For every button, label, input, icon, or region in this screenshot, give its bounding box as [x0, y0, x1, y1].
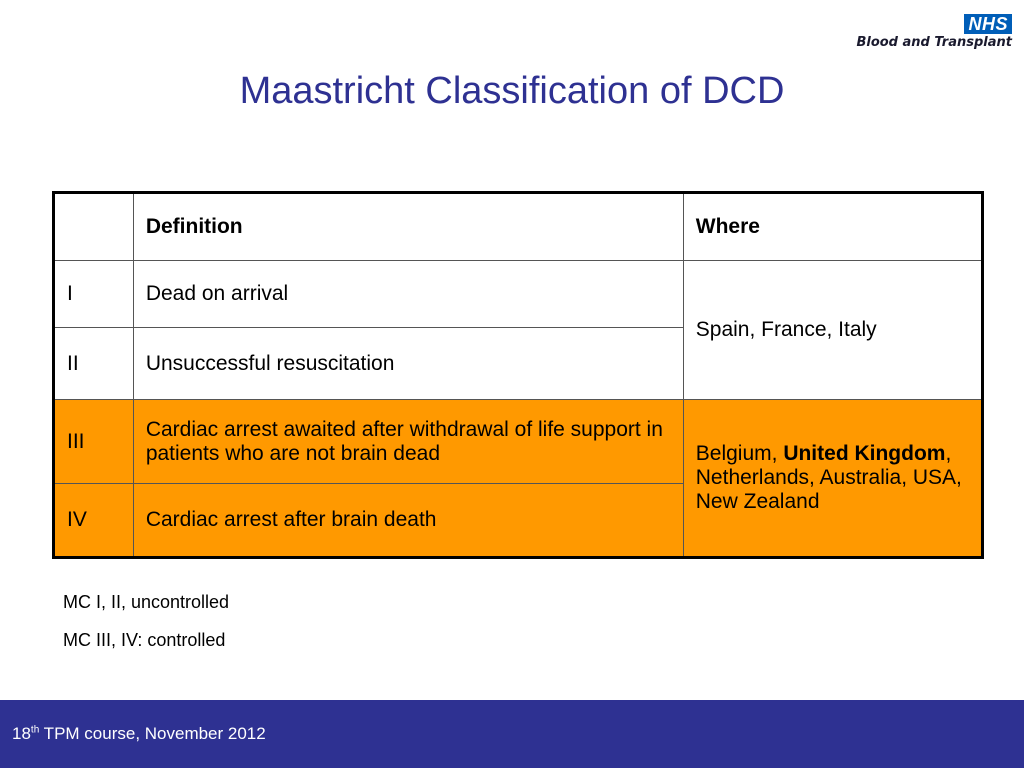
table-row [54, 261, 983, 328]
where-suffix: , Netherlands, Australia, USA, New Zealand [695, 442, 962, 513]
definition-cell: Dead on arrival [133, 261, 683, 328]
footer-text [12, 724, 266, 744]
footer-course: TPM course, November 2012 [39, 724, 266, 743]
note-controlled: MC III, IV: controlled [63, 630, 226, 650]
category-cell: II [54, 328, 134, 400]
header-where: Where [683, 193, 982, 261]
footer-number: 18 [12, 724, 31, 743]
table-row [54, 400, 983, 484]
category-cell: IV [54, 484, 134, 558]
category-cell: III [54, 400, 134, 484]
footer-bar [0, 700, 1024, 768]
where-cell-controlled [683, 400, 982, 558]
nhs-blood-transplant-logo [842, 14, 1012, 54]
where-cell-uncontrolled: Spain, France, Italy [683, 261, 982, 400]
category-cell: I [54, 261, 134, 328]
where-bold-country: United Kingdom [783, 442, 946, 465]
slide-title: Maastricht Classification of DCD [239, 70, 785, 112]
table-header-row [54, 193, 983, 261]
header-category [54, 193, 134, 261]
note-uncontrolled: MC I, II, uncontrolled [63, 592, 230, 612]
header-definition: Definition [133, 193, 683, 261]
notes [63, 592, 229, 668]
classification-table [52, 191, 984, 559]
where-prefix: Belgium, [695, 442, 784, 465]
nhs-logo-mark: NHS [964, 14, 1012, 34]
definition-cell: Unsuccessful resuscitation [133, 328, 683, 400]
org-name: Blood and Transplant [856, 35, 1012, 50]
footer-ordinal: th [30, 724, 40, 736]
definition-cell: Cardiac arrest after brain death [133, 484, 683, 558]
definition-cell: Cardiac arrest awaited after withdrawal of life support in patients who are not brain dead [133, 400, 683, 484]
